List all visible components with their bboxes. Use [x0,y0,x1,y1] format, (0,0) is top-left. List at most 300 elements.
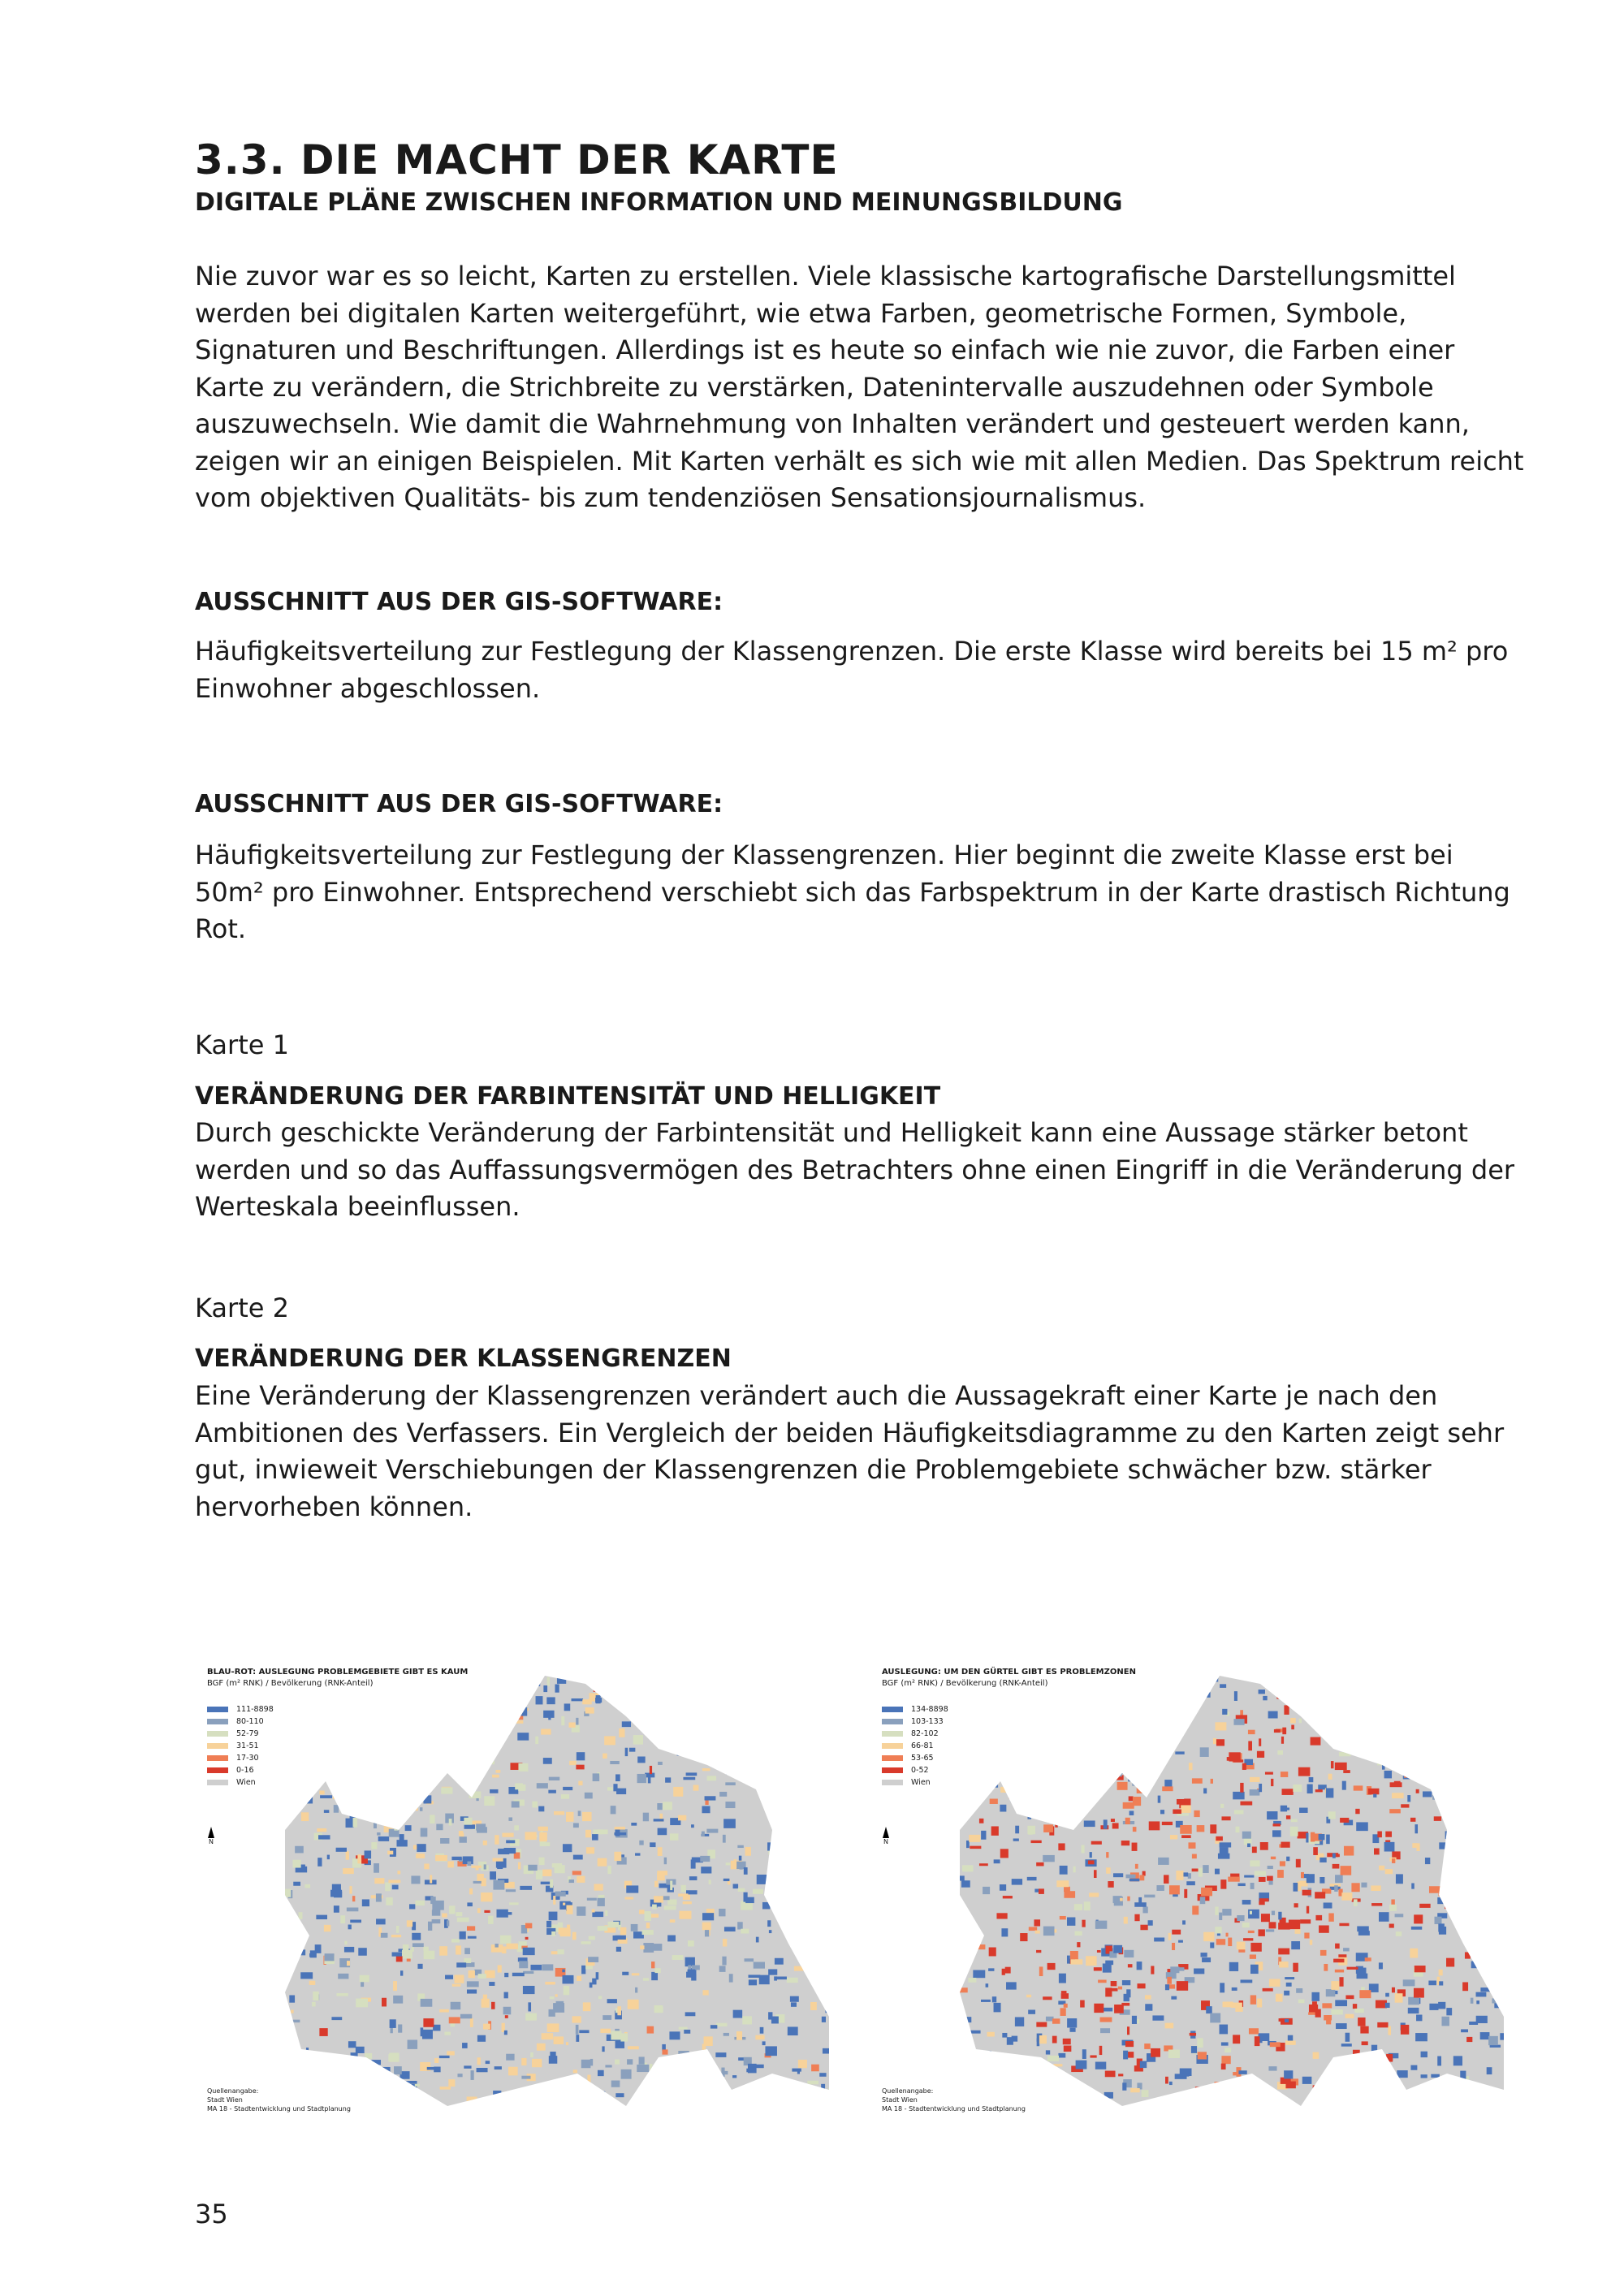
map-block [278,2042,283,2048]
map-block [423,1795,431,1803]
map-block [1130,2088,1140,2092]
map-block [672,2095,680,2103]
map-block [1353,2050,1360,2058]
map-block [807,2081,818,2085]
map-block [437,1704,443,1711]
map-block [1054,1929,1056,1932]
map-block [1311,1737,1321,1746]
map-block [318,1835,330,1839]
map-block [633,1735,643,1745]
map-block [659,2077,666,2087]
map-block [1401,1750,1410,1753]
map-block [779,1872,788,1875]
map-block [1242,1900,1251,1905]
map-block [1411,1704,1423,1708]
map-block [347,1961,350,1966]
map-block [523,1680,533,1684]
map-block [1312,1694,1320,1698]
map-block [1050,2104,1059,2113]
map-block [423,2018,434,2027]
map-block [1192,1869,1199,1872]
map-block [1273,1823,1281,1826]
map-block [1128,1964,1133,1967]
map-block [460,1743,472,1752]
map-block [442,1914,447,1918]
map-block [979,1863,988,1866]
map-block [1015,1826,1019,1834]
map-block [626,1885,638,1892]
map-block [1234,1691,1237,1701]
map-block [542,1842,550,1846]
map-block [1392,1858,1395,1863]
map-block [504,1848,516,1854]
map-block [389,1681,398,1684]
map-block [670,1833,678,1840]
map-block [679,1911,691,1919]
map-block [1289,1677,1296,1685]
map-block [486,2101,491,2107]
map-block [1396,1931,1402,1936]
map-block [421,1999,433,2007]
map-block [1012,1776,1015,1780]
north-label: N [883,1838,888,1845]
map-block [702,1990,708,1995]
map-block [774,1976,777,1980]
map-block [547,2023,559,2032]
map-block [808,1766,811,1772]
map-block [1447,1781,1455,1785]
map-block [1275,2113,1283,2118]
map-block [358,1948,367,1956]
map-block [805,1859,809,1867]
map-block [726,1746,732,1754]
map-block [725,1782,735,1785]
map-block [723,2091,730,2100]
map-block [1480,1907,1483,1914]
map-block [1131,1720,1142,1726]
map-block [966,1713,973,1716]
map-block [797,1789,805,1796]
map-block [818,1984,829,1994]
map-block [456,1761,462,1771]
map-block [1028,2009,1035,2013]
map-block [1326,1989,1336,1996]
map-block [988,1781,996,1786]
map-block [324,1925,330,1931]
map-2-graphic [879,1668,1504,2130]
map-block [389,1726,393,1736]
map-block [722,1957,726,1966]
map-block [611,1806,616,1814]
map-block [1377,1832,1382,1838]
map-block [643,1978,649,1980]
map-block [417,1964,422,1969]
map-block [1419,1904,1430,1908]
map-block [557,2091,560,2095]
map-block [743,1739,749,1743]
map-block [523,1948,535,1955]
map-block [1145,2004,1152,2010]
map-block [991,1826,999,1835]
map-block [532,2059,542,2067]
map-block [519,1961,528,1968]
map-block [576,2025,579,2035]
map-block [447,1920,449,1926]
map-block [1431,2087,1436,2095]
legend-label: 82-102 [911,1729,939,1738]
map-block [1314,1721,1320,1728]
map-block [1291,1819,1298,1823]
map-block [1355,1809,1359,1814]
map-block [330,1704,336,1711]
map-block [485,1677,495,1681]
map-block [663,1802,672,1810]
map-block [672,1955,684,1960]
map-block [309,1981,316,1985]
map-block [539,1858,545,1865]
map-block [538,1806,544,1812]
map-block [729,1974,733,1982]
map-block [498,1965,502,1972]
map-block [1328,1913,1333,1921]
map-block [598,1858,607,1867]
map-block [348,1925,352,1930]
map-block [625,1897,634,1899]
map-block [1104,1743,1109,1750]
map-block [602,2046,604,2052]
map-block [467,1981,479,1987]
map-block [1082,2049,1086,2059]
map-block [1232,1987,1237,1991]
map-block [977,1715,987,1720]
map-block [471,1866,481,1868]
map-block [821,1933,827,1938]
map-block [619,1728,624,1737]
legend-swatch [207,1755,228,1761]
map-block [1410,1949,1418,1958]
map-block [1067,1956,1070,1964]
map-block [1050,1763,1053,1767]
legend-label: 17-30 [236,1754,259,1763]
map-block [1400,1728,1409,1731]
map-block [1392,1987,1395,1993]
map-block [381,1808,389,1815]
map-block [1105,2071,1116,2078]
map-block [1075,1737,1085,1741]
map-block [1176,1871,1183,1880]
map-block [1293,1785,1302,1792]
map-block [301,1797,313,1803]
map-subtitle: BGF (m² RNK) / Bevölkerung (RNK-Anteil) [882,1679,1048,1688]
section-text: Häufigkeitsverteilung zur Festlegung der Klassengrenzen. Hier beginnt die zweite Klasse erst bei 50m² pro Einwohner. Entsprechend verschiebt sich das Farbspektrum in der Karte drastisch Richtung Rot. [195,839,1510,944]
map-block [664,2104,673,2113]
map-block [530,2052,533,2057]
map-block [745,1690,748,1698]
map-block [790,1802,796,1810]
map-block [1501,1733,1504,1735]
map-block [376,1893,382,1901]
map-block [390,2019,396,2028]
map-block [334,1905,339,1913]
map-block [1410,1767,1417,1773]
map-block [1415,1966,1426,1972]
map-block [1353,1735,1363,1744]
map-block [1294,1684,1304,1692]
map-block [476,1823,486,1830]
map-block [1075,1931,1082,1936]
map-block [1425,1858,1430,1864]
section-heading: AUSSCHNITT AUS DER GIS-SOFTWARE: [195,790,723,818]
map-block [563,1903,565,1905]
map-block [1197,2038,1203,2048]
map-block [428,1697,440,1701]
map-block [999,2076,1008,2085]
map-block [343,1711,355,1716]
map-block [451,1857,461,1860]
map-block [496,1685,501,1695]
map-block [691,2099,701,2106]
map-block [700,1856,710,1862]
map-block [1428,1981,1436,1986]
map-block [1343,2056,1349,2062]
map-block [1267,1876,1273,1881]
map-block [637,1757,645,1763]
map-block [1168,1933,1171,1940]
map-block [1320,1858,1326,1862]
map-block [1133,1694,1144,1698]
map-block [736,2031,742,2040]
map-block [710,2025,717,2028]
map-block [1064,2046,1072,2052]
map-block [1258,1929,1264,1936]
map-block [1385,1869,1393,1874]
map-block [1436,1703,1445,1711]
map-block [508,1817,512,1820]
map-block [1299,1808,1308,1813]
map-block [432,1919,441,1923]
map-block [1129,1771,1135,1777]
map-block [1106,1852,1108,1858]
map-block [489,2100,499,2108]
map-block [1284,1991,1289,1996]
map-block [615,1936,626,1940]
map-block [983,1887,990,1894]
map-block [1410,2065,1417,2070]
map-block [579,2030,589,2033]
map-block [1108,1881,1113,1888]
map-block [748,2064,757,2074]
map-block [1197,1825,1205,1832]
map-block [1379,1962,1383,1969]
map-block [1048,1819,1058,1823]
map-block [334,1805,339,1813]
map-block [1043,1767,1047,1772]
map-block [1050,1687,1058,1691]
map-block [1001,1928,1008,1936]
map-block [1332,1854,1336,1858]
map-block [1073,1867,1076,1873]
map-block [961,1880,970,1888]
map-block [1155,1679,1164,1688]
map-block [1184,1889,1187,1898]
map-block [1250,1860,1259,1866]
map-block [809,1844,819,1846]
map-block [306,2048,309,2052]
map-block [581,2060,591,2068]
map-block [410,1795,416,1802]
map-block [1082,1845,1085,1853]
map-block [793,1824,800,1830]
map-block [505,2015,508,2018]
map-block [324,1810,329,1813]
map-block [1059,1974,1066,1983]
map-block [393,1981,397,1991]
map-block [426,1765,434,1775]
map-block [374,2070,387,2079]
map-block [686,2107,696,2113]
legend-item [207,1740,274,1752]
map-block [633,1715,640,1722]
map-block [1385,1993,1389,1997]
map-block [1112,1772,1122,1776]
map-block [1171,1707,1175,1716]
map-block [1341,1866,1352,1875]
map-block [597,1898,604,1906]
map-block [1497,1871,1503,1878]
map-block [1396,1874,1403,1884]
map-block [720,2084,724,2091]
map-block [1003,1896,1013,1898]
map-block [760,2027,764,2034]
map-block [554,2036,564,2044]
map-block [658,1828,667,1836]
map-block [615,1774,620,1781]
map-block [994,1859,1000,1863]
map-block [1381,1752,1385,1758]
map-block [310,1738,322,1744]
map-block [563,1787,572,1790]
map-block [559,1927,569,1934]
map-block [1295,1928,1301,1934]
map-block [1189,1763,1193,1770]
map-block [1045,1793,1057,1800]
map-block [1417,2094,1419,2100]
map-block [1138,1897,1142,1904]
map-block [420,2095,427,2100]
map-block [1428,1757,1439,1763]
map-block [646,1690,651,1694]
map-block [336,1993,348,1996]
map-block [1431,2074,1440,2078]
map-block [637,1774,646,1783]
map-block [572,1932,577,1940]
map-block [812,1818,822,1826]
map-block [748,2108,753,2112]
map-block [1140,2061,1147,2069]
map-block [1145,1734,1157,1737]
legend-label: 111-8898 [236,1705,274,1714]
map-block [581,1966,585,1974]
map-block [1207,1692,1210,1698]
map-block [1453,2056,1462,2065]
map-block [707,1776,717,1780]
map-block [1466,1851,1473,1860]
map-block [415,1901,424,1905]
map-block [1312,2001,1317,2010]
map-block [424,1951,435,1960]
map-block [981,1831,986,1840]
map-block [1255,2036,1260,2046]
map-block [1335,1944,1340,1949]
map-block [745,1958,754,1962]
map-block [1464,1849,1471,1853]
map-block [581,2086,590,2092]
map-block [378,1723,383,1727]
map-block [1167,1688,1177,1694]
map-block [1138,1771,1144,1778]
map-block [355,1807,359,1817]
map-block [1203,1788,1207,1793]
map-block [806,2102,813,2110]
map-block [1494,1854,1499,1862]
map-block [1009,1793,1012,1798]
map-block [1434,1816,1441,1821]
map-block [1164,1690,1169,1696]
map-block [400,1788,405,1796]
map-block [705,1930,709,1936]
map-block [651,1962,654,1968]
page-subtitle: DIGITALE PLÄNE ZWISCHEN INFORMATION UND MEINUNGSBILDUNG [195,188,1123,217]
map-block [295,2080,303,2085]
map-block [1000,1805,1006,1812]
map-block [1087,1688,1097,1690]
map-block [387,1851,393,1855]
map-title: AUSLEGUNG: UM DEN GÜRTEL GIBT ES PROBLEMZONEN [882,1668,1136,1677]
map-block [795,1812,798,1820]
map-block [979,1819,983,1823]
map-block [1410,2095,1415,2100]
map-block [762,2041,766,2045]
map-block [598,1926,608,1931]
legend-swatch [882,1707,903,1712]
map-block [665,1724,670,1728]
map-block [742,2016,752,2024]
map-block [1126,1707,1136,1714]
map-block [1165,1984,1169,1990]
map-block [549,1777,559,1780]
map-block [1117,1769,1129,1774]
map-block [1094,1967,1102,1970]
map-2 [879,1668,1504,2130]
map-block [716,2023,728,2026]
map-block [408,2039,417,2048]
map-block [693,2113,702,2119]
map-block [1384,1771,1392,1778]
map-block [543,1758,552,1764]
map-block [1235,2091,1241,2100]
map-block [1407,1795,1410,1802]
map-block [517,1733,529,1740]
legend-item [207,1728,274,1740]
map-block [1175,1751,1184,1754]
map-block [392,1749,395,1754]
map-block [542,1964,553,1970]
map-block [582,1812,592,1821]
map-block [1353,1730,1363,1734]
map-block [627,2059,633,2065]
map-block [1389,1809,1401,1813]
map-block [1127,2026,1129,2035]
